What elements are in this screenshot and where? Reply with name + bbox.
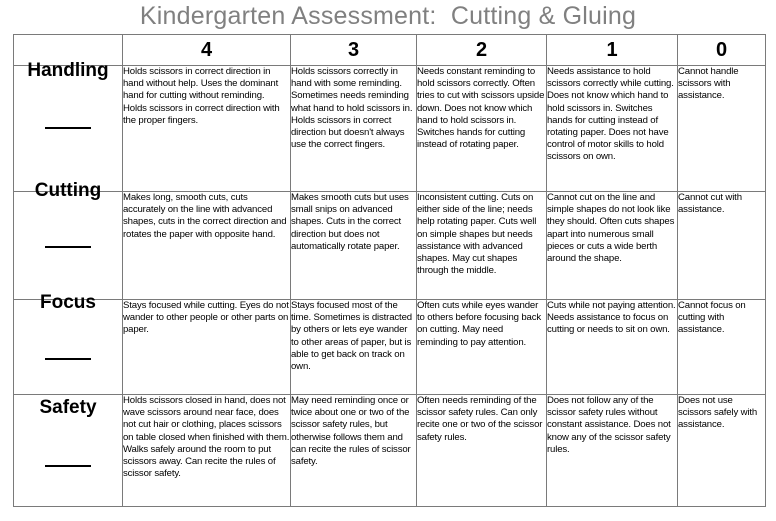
criteria-cell: Stays focused most of the time. Sometimes is distracted by others or lets eye wander to other areas of paper, but is able to get back on track on own. xyxy=(291,300,417,395)
page-title: Kindergarten Assessment: Cutting & Gluing xyxy=(139,2,637,30)
criteria-cell: Makes long, smooth cuts, cuts accurately on the line with advanced shapes, cuts in the correct direction and rotates the paper with opposite hand. xyxy=(123,192,291,300)
criteria-cell: Cannot cut on the line and simple shapes do not look like they should. Often cuts shapes apart into numerous small pieces or cuts a wide berth around the shape. xyxy=(547,192,678,300)
criteria-cell: Cuts while not paying attention. Needs assistance to focus on cutting or needs to sit on own. xyxy=(547,300,678,395)
score-blank-line xyxy=(45,246,91,248)
criteria-cell: Inconsistent cutting. Cuts on either side of the line; needs help rotating paper. Cuts well on simple shapes but needs assistance with advanced shapes. May cut shapes through the middle. xyxy=(417,192,547,300)
criteria-cell: Makes smooth cuts but uses small snips on advanced shapes. Cuts in the correct direction but does not automatically rotate paper. xyxy=(291,192,417,300)
criteria-cell: Holds scissors closed in hand, does not wave scissors around near face, does not cut hair or clothing, places scissors on table closed when finished with them. Walks safely around the room to put scissors away. Can recite the rules of scissor safety. xyxy=(123,395,291,507)
criteria-cell: Often cuts while eyes wander to others before focusing back on cutting. May need reminding to pay attention. xyxy=(417,300,547,395)
rubric-table xyxy=(13,34,766,507)
category-label: Focus xyxy=(40,292,96,313)
category-cell xyxy=(14,60,123,192)
score-header-row xyxy=(14,35,766,66)
score-header-0: 0 xyxy=(678,35,766,66)
score-blank-line xyxy=(45,465,91,467)
criteria-cell: Holds scissors correctly in hand with some reminding. Sometimes needs reminding what hand to hold scissors in. Holds scissors in correct direction but doesn't always use the correct fingers. xyxy=(291,66,417,192)
category-cell xyxy=(14,395,123,507)
score-header-4: 4 xyxy=(123,35,291,66)
category-cell xyxy=(14,180,123,300)
criteria-cell: Cannot cut with assistance. xyxy=(678,192,766,300)
score-header-3: 3 xyxy=(291,35,417,66)
criteria-cell: Often needs reminding of the scissor safety rules. Can only recite one or two of the scissor safety rules. xyxy=(417,395,547,507)
category-label: Handling xyxy=(27,60,109,81)
score-header-1: 1 xyxy=(547,35,678,66)
criteria-cell: Stays focused while cutting. Eyes do not wander to other people or other parts on paper. xyxy=(123,300,291,395)
criteria-cell: Does not use scissors safely with assistance. xyxy=(678,395,766,507)
rubric-row-cutting xyxy=(14,192,766,300)
rubric-row-handling xyxy=(14,66,766,192)
category-label: Cutting xyxy=(34,180,102,201)
score-blank-line xyxy=(45,358,91,360)
rubric-row-safety xyxy=(14,395,766,507)
criteria-cell: Does not follow any of the scissor safety rules without constant assistance. Does not know any of the scissor safety rules. xyxy=(547,395,678,507)
category-cell xyxy=(14,292,123,395)
criteria-cell: Cannot focus on cutting with assistance. xyxy=(678,300,766,395)
criteria-cell: Holds scissors in correct direction in hand without help. Uses the dominant hand for cutting without reminding. Holds scissors in correct direction with the proper fingers. xyxy=(123,66,291,192)
category-label: Safety xyxy=(39,397,97,418)
criteria-cell: Needs constant reminding to hold scissors correctly. Often tries to cut with scissors upside down. Does not know which hand to hold scissors in. Switches hands for cutting instead of rotating paper. xyxy=(417,66,547,192)
criteria-cell: Needs assistance to hold scissors correctly while cutting. Does not know which hand to hold scissors in. Switches hands for cutting instead of rotating paper. Does not have control of motor skills to hold scissors on own. xyxy=(547,66,678,192)
score-header-2: 2 xyxy=(417,35,547,66)
criteria-cell: May need reminding once or twice about one or two of the scissor safety rules, but otherwise follows them and can recite the rules of scissor safety. xyxy=(291,395,417,507)
rubric-row-focus xyxy=(14,300,766,395)
criteria-cell: Cannot handle scissors with assistance. xyxy=(678,66,766,192)
score-blank-line xyxy=(45,127,91,129)
